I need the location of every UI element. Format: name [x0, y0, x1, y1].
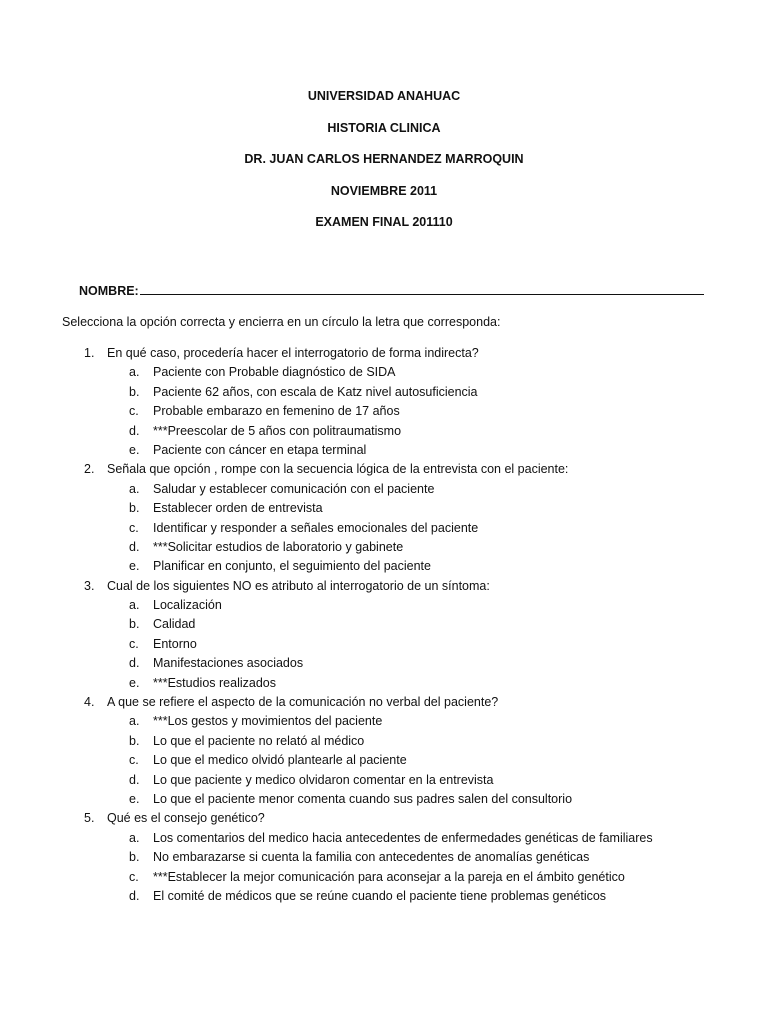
option-text: Paciente con cáncer en etapa terminal	[153, 442, 367, 457]
answer-option[interactable]	[0, 403, 768, 422]
option-text: Saludar y establecer comunicación con el paciente	[153, 481, 435, 496]
question-text: A que se refiere el aspecto de la comunicación no verbal del paciente?	[107, 695, 499, 710]
option-letter[interactable]: d.	[129, 539, 140, 554]
option-letter[interactable]: b.	[129, 850, 140, 865]
option-letter[interactable]: c.	[129, 636, 139, 651]
option-text: Paciente 62 años, con escala de Katz nivel autosuficiencia	[153, 384, 478, 399]
instructions-text: Selecciona la opción correcta y encierra en un círculo la letra que corresponda:	[62, 315, 501, 329]
option-letter[interactable]: a.	[129, 481, 140, 496]
option-letter[interactable]: b.	[129, 617, 140, 632]
exam-date: NOVIEMBRE 2011	[330, 183, 438, 198]
option-text: ***Los gestos y movimientos del paciente	[153, 714, 383, 729]
option-text: ***Solicitar estudios de laboratorio y gabinete	[153, 539, 404, 554]
option-letter[interactable]: a.	[129, 714, 140, 729]
option-letter[interactable]: a.	[129, 365, 140, 380]
question-3	[0, 578, 768, 597]
option-letter[interactable]: b.	[129, 733, 140, 748]
option-text: Los comentarios del medico hacia antecedentes de enfermedades genéticas de familiares	[153, 830, 653, 845]
question-text: Cual de los siguientes NO es atributo al interrogatorio de un síntoma:	[107, 578, 490, 593]
answer-option[interactable]	[0, 364, 768, 383]
option-text: ***Preescolar de 5 años con politraumatismo	[153, 423, 402, 438]
question-4	[0, 694, 768, 713]
question-1	[0, 345, 768, 364]
question-5	[0, 810, 768, 829]
question-number: 4.	[84, 695, 95, 710]
option-text: Lo que el paciente menor comenta cuando sus padres salen del consultorio	[153, 791, 573, 806]
option-text: Planificar en conjunto, el seguimiento del paciente	[153, 559, 431, 574]
option-letter[interactable]: c.	[129, 869, 139, 884]
option-letter[interactable]: b.	[129, 501, 140, 516]
option-letter[interactable]: a.	[129, 830, 140, 845]
option-text: Calidad	[153, 617, 196, 632]
option-text: Localización	[153, 598, 222, 613]
option-letter[interactable]: e.	[129, 442, 140, 457]
option-letter[interactable]: e.	[129, 791, 140, 806]
answer-option[interactable]	[0, 423, 768, 442]
answer-option[interactable]	[0, 675, 768, 694]
name-blank-line	[140, 282, 704, 295]
exam-title: EXAMEN FINAL 201110	[315, 215, 453, 229]
answer-option[interactable]	[0, 442, 768, 461]
option-text: Manifestaciones asociados	[153, 656, 304, 671]
option-text: Lo que paciente y medico olvidaron comentar en la entrevista	[153, 772, 494, 787]
option-text: Lo que el medico olvidó plantearle al paciente	[153, 753, 407, 768]
answer-option[interactable]	[0, 733, 768, 752]
option-letter[interactable]: e.	[129, 559, 140, 574]
question-number: 1.	[84, 346, 95, 360]
answer-option[interactable]	[0, 558, 768, 577]
answer-option[interactable]	[0, 713, 768, 732]
question-number: 5.	[84, 811, 95, 826]
answer-option[interactable]	[0, 849, 768, 868]
professor-name: DR. JUAN CARLOS HERNANDEZ MARROQUIN	[244, 152, 524, 166]
question-number: 2.	[84, 462, 95, 477]
option-letter[interactable]: c.	[129, 753, 139, 768]
option-letter[interactable]: b.	[129, 384, 140, 399]
question-2	[0, 461, 768, 480]
answer-option[interactable]	[0, 500, 768, 519]
answer-option[interactable]	[0, 384, 768, 403]
answer-option[interactable]	[0, 636, 768, 655]
answer-option[interactable]	[0, 752, 768, 771]
subject-title: HISTORIA CLINICA	[327, 120, 441, 135]
option-text: Probable embarazo en femenino de 17 años	[153, 404, 400, 419]
document-header	[0, 88, 768, 246]
option-letter[interactable]: d.	[129, 888, 140, 903]
option-letter[interactable]: d.	[129, 656, 140, 671]
question-text: Señala que opción , rompe con la secuencia lógica de la entrevista con el paciente:	[107, 462, 569, 477]
question-number: 3.	[84, 578, 95, 593]
option-text: Entorno	[153, 636, 197, 651]
name-field-row	[79, 282, 704, 299]
answer-option[interactable]	[0, 830, 768, 849]
answer-option[interactable]	[0, 520, 768, 539]
option-letter[interactable]: c.	[129, 520, 139, 535]
answer-option[interactable]	[0, 616, 768, 635]
answer-option[interactable]	[0, 791, 768, 810]
answer-option[interactable]	[0, 869, 768, 888]
option-letter[interactable]: a.	[129, 598, 140, 613]
name-label: NOMBRE:	[79, 284, 139, 298]
option-text: El comité de médicos que se reúne cuando el paciente tiene problemas genéticos	[153, 888, 607, 903]
answer-option[interactable]	[0, 772, 768, 791]
option-letter[interactable]: d.	[129, 772, 140, 787]
answer-option[interactable]	[0, 655, 768, 674]
answer-option[interactable]	[0, 597, 768, 616]
question-text: Qué es el consejo genético?	[107, 811, 265, 826]
option-text: Paciente con Probable diagnóstico de SIDA	[153, 365, 396, 380]
option-letter[interactable]: e.	[129, 675, 140, 690]
answer-option[interactable]	[0, 481, 768, 500]
question-list	[0, 345, 768, 907]
option-letter[interactable]: d.	[129, 423, 140, 438]
answer-option[interactable]	[0, 539, 768, 558]
option-text: ***Estudios realizados	[153, 675, 276, 690]
option-text: Lo que el paciente no relató al médico	[153, 733, 365, 748]
option-text: ***Establecer la mejor comunicación para aconsejar a la pareja en el ámbito genético	[153, 869, 625, 884]
answer-option[interactable]	[0, 888, 768, 907]
option-text: Identificar y responder a señales emocionales del paciente	[153, 520, 479, 535]
question-text: En qué caso, procedería hacer el interrogatorio de forma indirecta?	[107, 346, 479, 360]
option-letter[interactable]: c.	[129, 404, 139, 419]
university-title: UNIVERSIDAD ANAHUAC	[307, 89, 461, 103]
option-text: Establecer orden de entrevista	[153, 501, 323, 516]
option-text: No embarazarse si cuenta la familia con antecedentes de anomalías genéticas	[153, 850, 590, 865]
